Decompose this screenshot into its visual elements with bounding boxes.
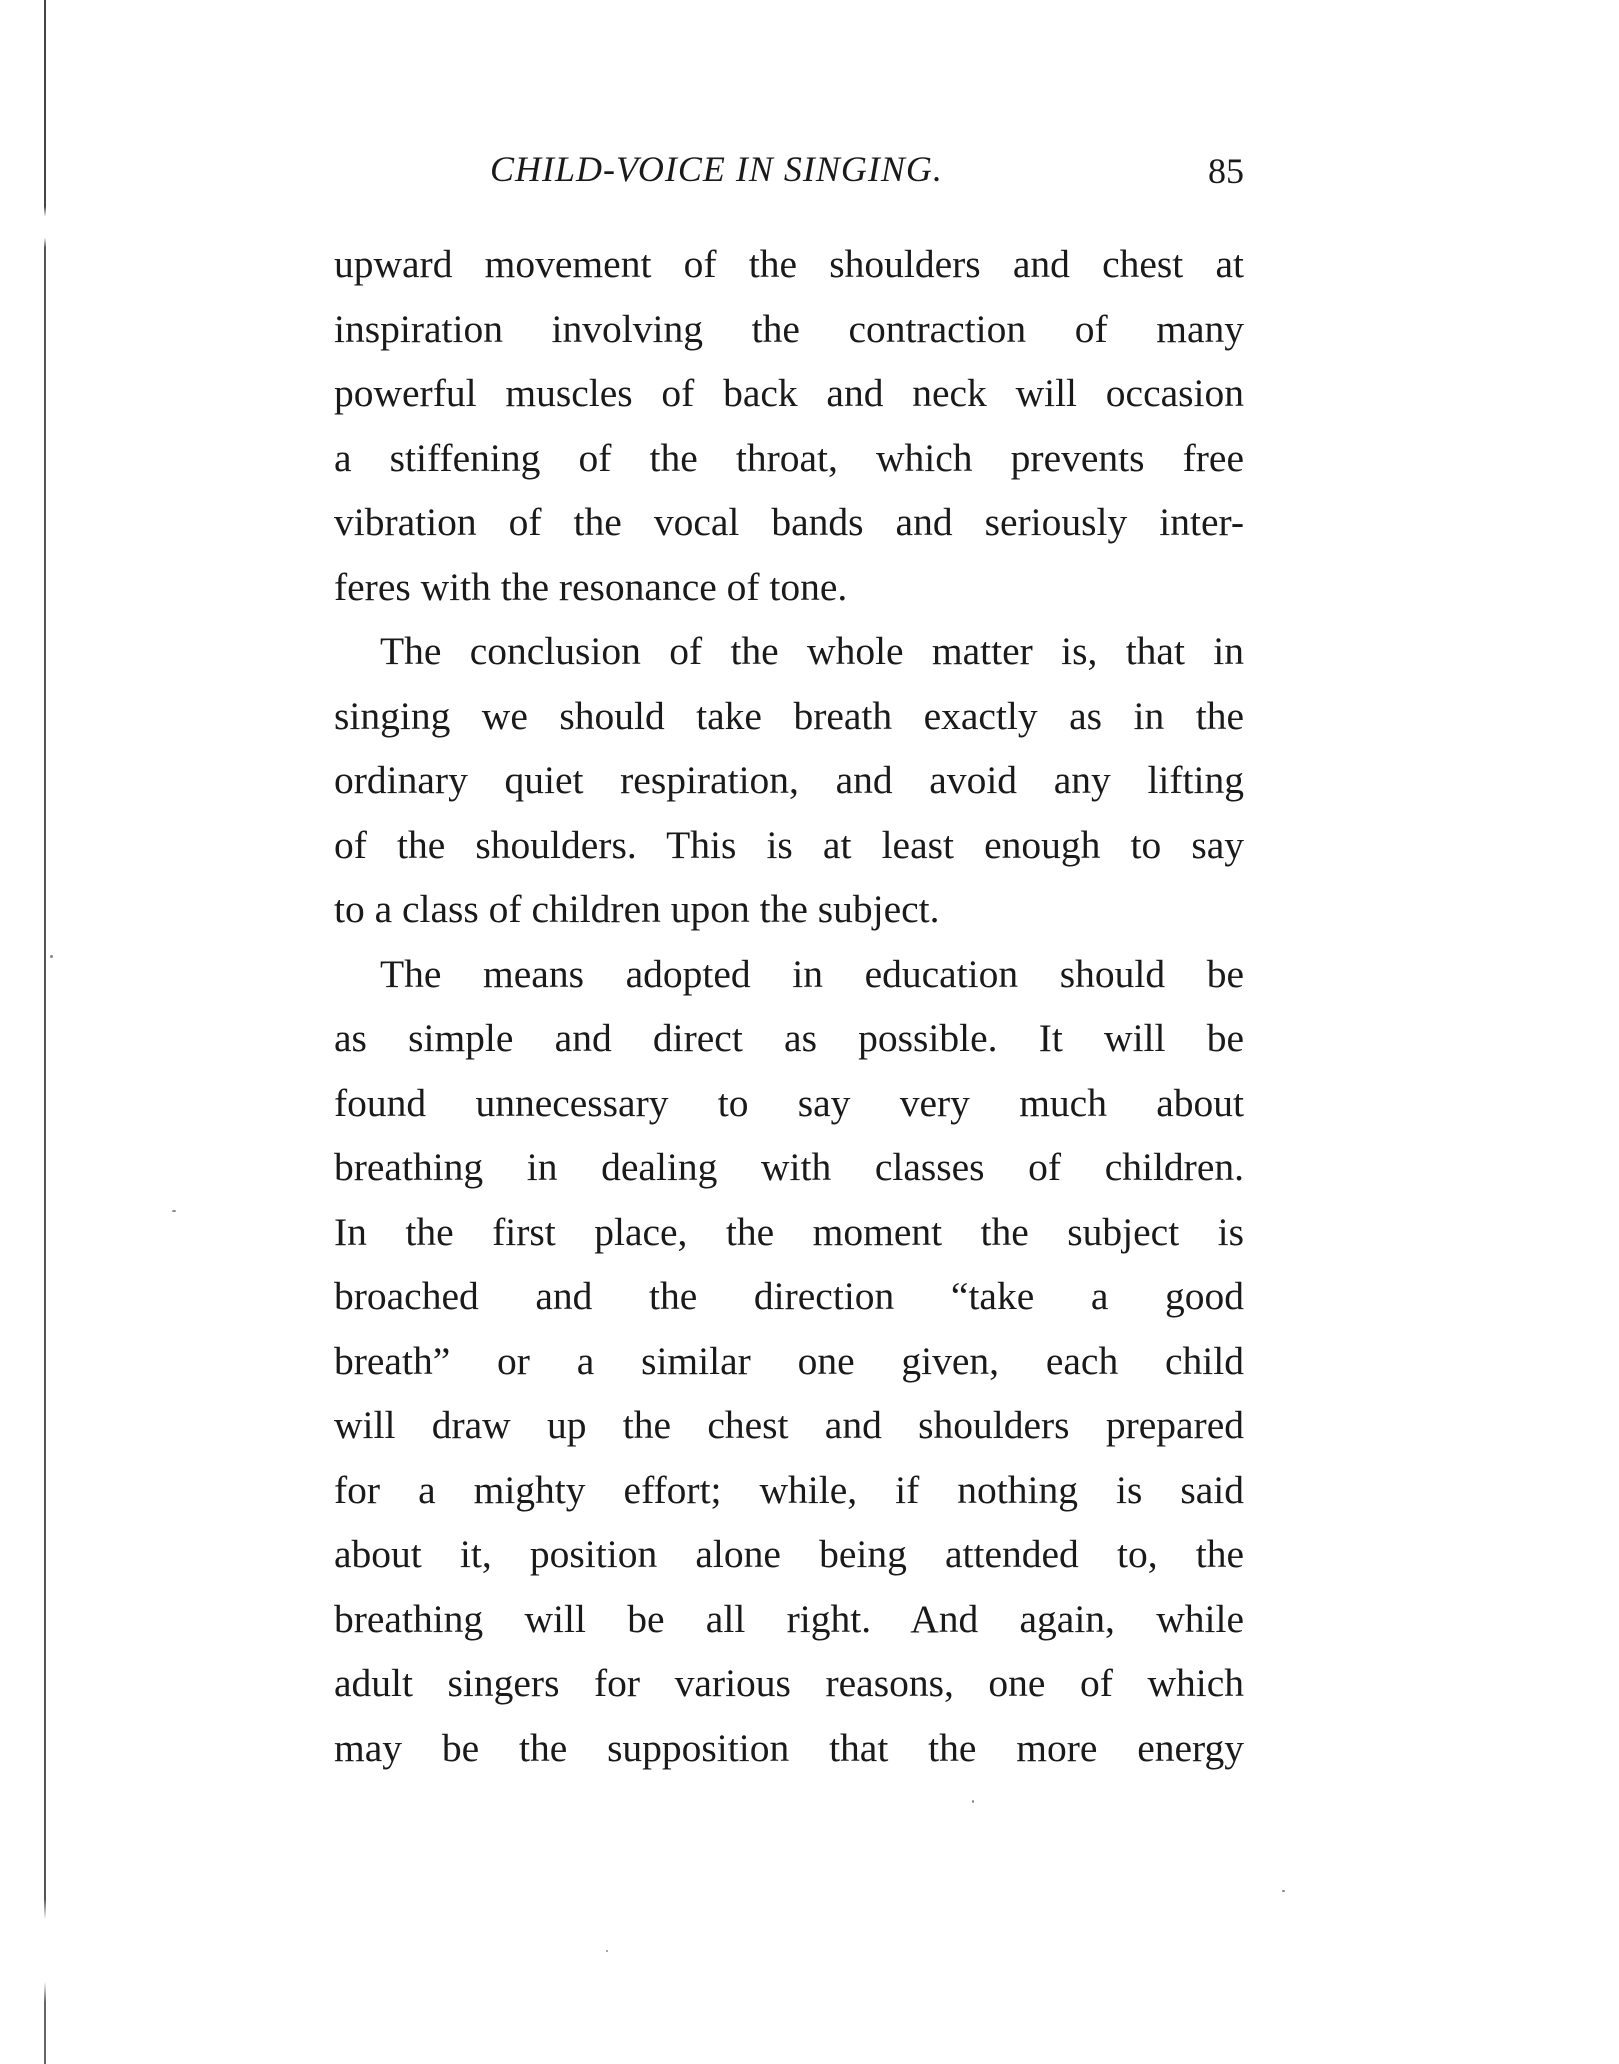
text-line: feres with the resonance of tone. xyxy=(334,564,848,609)
scan-speck xyxy=(972,1800,974,1803)
text-line: The conclusion of the whole matter is, that in xyxy=(380,629,1244,673)
text-line: may be the supposition that the more energy xyxy=(334,1725,1244,1770)
page-number: 85 xyxy=(1208,151,1244,191)
text-line: vibration of the vocal bands and seriously inter- xyxy=(334,500,1244,544)
paragraph-1 xyxy=(334,232,1244,619)
text-line: The means adopted in education should be xyxy=(380,951,1244,996)
text-line: breathing in dealing with classes of children. xyxy=(334,1145,1244,1189)
text-line: as simple and direct as possible. It will be xyxy=(334,1016,1244,1060)
text-line: adult singers for various reasons, one of which xyxy=(334,1661,1244,1705)
text-line: a stiffening of the throat, which prevents free xyxy=(334,435,1244,480)
text-line: singing we should take breath exactly as in the xyxy=(334,693,1244,738)
text-line: found unnecessary to say very much about xyxy=(334,1080,1244,1125)
text-line: upward movement of the shoulders and chest at xyxy=(334,242,1244,286)
body-text xyxy=(334,232,1244,1780)
text-line: In the first place, the moment the subject is xyxy=(334,1209,1244,1254)
page-header xyxy=(330,148,1250,208)
text-line: breath” or a similar one given, each child xyxy=(334,1338,1244,1383)
binding-edge xyxy=(44,0,46,2064)
text-line: of the shoulders. This is at least enough to say xyxy=(334,822,1244,867)
text-line: broached and the direction “take a good xyxy=(334,1274,1244,1318)
running-title: CHILD-VOICE IN SINGING. xyxy=(490,149,943,189)
paragraph-3 xyxy=(334,942,1244,1781)
scan-speck xyxy=(50,955,53,958)
text-line: will draw up the chest and shoulders prepared xyxy=(334,1403,1244,1447)
text-line: about it, position alone being attended to, the xyxy=(334,1532,1244,1576)
text-line: ordinary quiet respiration, and avoid any lifting xyxy=(334,758,1244,802)
scan-speck xyxy=(172,1210,176,1212)
text-line: breathing will be all right. And again, while xyxy=(334,1596,1244,1641)
paragraph-2 xyxy=(334,619,1244,942)
text-line: for a mighty effort; while, if nothing is said xyxy=(334,1467,1244,1512)
text-line: to a class of children upon the subject. xyxy=(334,887,940,931)
text-line: powerful muscles of back and neck will occasion xyxy=(334,371,1244,415)
text-line: inspiration involving the contraction of many xyxy=(334,306,1244,351)
scan-speck xyxy=(606,1950,608,1952)
scan-speck xyxy=(1282,1890,1285,1892)
